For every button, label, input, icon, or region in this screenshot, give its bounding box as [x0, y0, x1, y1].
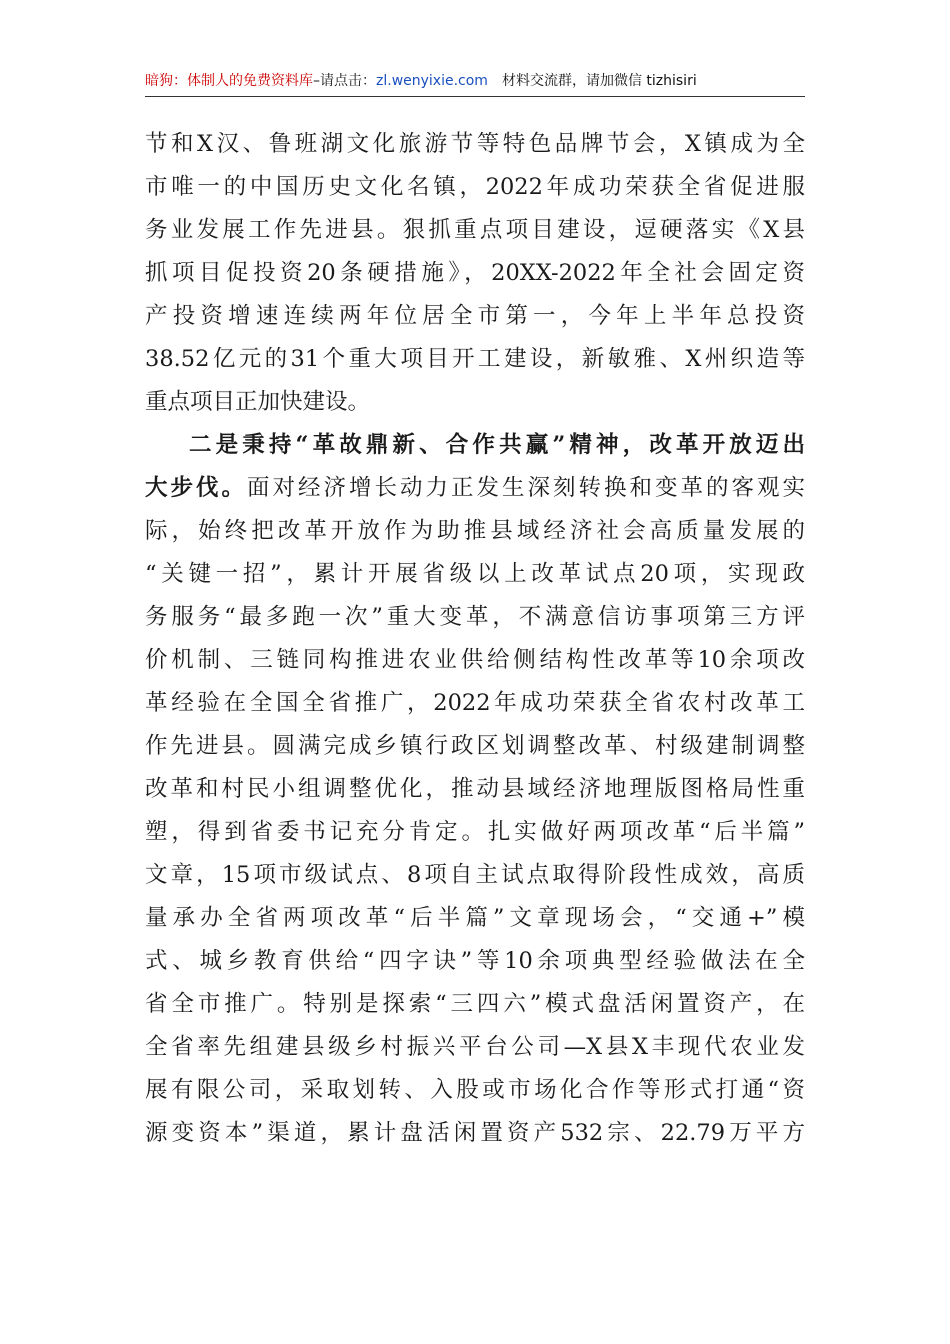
text-line: 量承办全省两项改革“后半篇”文章现场会，“交通+”模 — [145, 905, 805, 931]
text-line: 全省率先组建县级乡村振兴平台公司—X县X丰现代农业发 — [145, 1034, 805, 1060]
text-line: 改革和村民小组调整优化，推动县域经济地理版图格局性重 — [145, 776, 805, 802]
text-line: 省全市推广。特别是探索“三四六”模式盘活闲置资产，在 — [145, 991, 805, 1017]
text-line: 式、城乡教育供给“四字诀”等10余项典型经验做法在全 — [145, 948, 805, 974]
section-heading-end: 大步伐。 — [145, 475, 247, 501]
text-line: 塑，得到省委书记充分肯定。扎实做好两项改革“后半篇” — [145, 819, 805, 845]
text-line: 抓项目促投资20条硬措施》，20XX-2022年全社会固定资 — [145, 260, 805, 286]
text-line: 务业发展工作先进县。狠抓重点项目建设，逗硬落实《X县 — [145, 217, 805, 243]
header-contact: 材料交流群，请加微信 tizhisiri — [501, 73, 697, 89]
text-line — [145, 468, 805, 508]
text-line: 务服务“最多跑一次”重大变革，不满意信访事项第三方评 — [145, 604, 805, 630]
text-line-rest: 面对经济增长动力正发生深刻转换和变革的客观实 — [247, 475, 805, 501]
text-line: 38.52亿元的31个重大项目开工建设，新敏雅、X州织造等 — [145, 346, 805, 372]
text-line: 节和X汉、鲁班湖文化旅游节等特色品牌节会，X镇成为全 — [145, 131, 805, 157]
header-link[interactable]: zl.wenyixie.com — [376, 73, 488, 89]
page-header — [145, 66, 805, 97]
section-heading: 二是秉持“革故鼎新、合作共赢”精神，改革开放迈出 — [189, 432, 805, 458]
header-brand: 暗狗：体制人的免费资料库 — [145, 73, 313, 89]
text-line: 重点项目正加快建设。 — [145, 389, 371, 415]
text-line: 产投资增速连续两年位居全市第一，今年上半年总投资 — [145, 303, 805, 329]
text-line: 作先进县。圆满完成乡镇行政区划调整改革、村级建制调整 — [145, 733, 805, 759]
text-line: 际，始终把改革开放作为助推县域经济社会高质量发展的 — [145, 518, 805, 544]
text-line: 价机制、三链同构推进农业供给侧结构性改革等10余项改 — [145, 647, 805, 673]
header-link-prefix: –请点击： — [313, 73, 376, 89]
text-line: 市唯一的中国历史文化名镇，2022年成功荣获全省促进服 — [145, 174, 805, 200]
text-line: “关键一招”，累计开展省级以上改革试点20项，实现政 — [145, 561, 805, 587]
text-line: 革经验在全国全省推广，2022年成功荣获全省农村改革工 — [145, 690, 805, 716]
text-line: 展有限公司，采取划转、入股或市场化合作等形式打通“资 — [145, 1077, 805, 1103]
text-line: 源变资本”渠道，累计盘活闲置资产532宗、22.79万平方 — [145, 1120, 805, 1146]
text-line: 文章，15项市级试点、8项自主试点取得阶段性成效，高质 — [145, 862, 805, 888]
